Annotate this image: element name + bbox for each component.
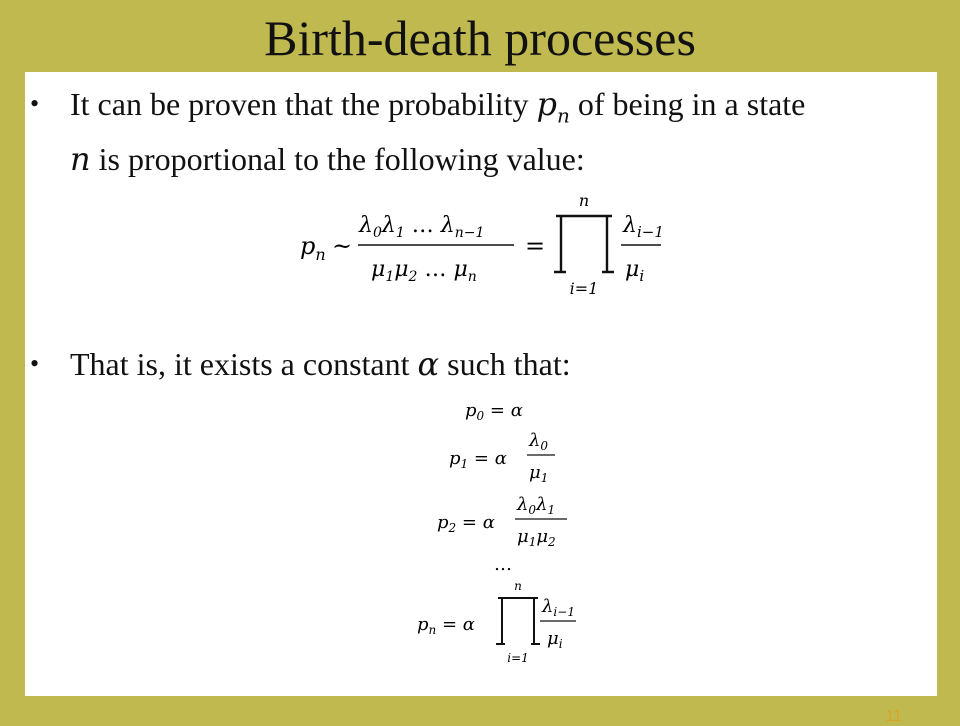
bullet-2-line-1 (70, 342, 930, 386)
eq-frac-den: $\mu_i$ (625, 257, 645, 285)
eq-p1-lhs: $p_1 = \alpha$ (449, 448, 507, 471)
slide-title: Birth-death processes (264, 10, 696, 66)
eq-p1-num: $\lambda_0$ (529, 430, 549, 453)
page-number: 11 (885, 708, 902, 725)
equation-list (25, 392, 937, 682)
eq-pn-lhs: $p_n = \alpha$ (417, 614, 475, 637)
bullet-1-var-pn: $p_n$ (536, 85, 570, 128)
eq-p2-num: $\lambda_0\lambda_1$ (517, 494, 556, 517)
eq-equals: = (525, 232, 546, 260)
bullet-dot: • (30, 349, 40, 378)
bullet-1-text-c: is proportional to the following value: (90, 141, 585, 178)
bullet-1-text-a: It can be proven that the probability (70, 86, 537, 122)
bullet-1-text-b: of being in a state (569, 86, 806, 122)
eq-prod-bottom: i=1 (569, 279, 599, 298)
eq-numerator: $\lambda_0\lambda_1$ … $\lambda_{n-1}$ (359, 213, 485, 241)
eq-p2-lhs: $p_2 = \alpha$ (437, 512, 495, 535)
eq-p0: $p_0 = \alpha$ (465, 400, 523, 423)
bullet-1-line-2 (70, 137, 930, 181)
eq-tilde: ~ (332, 232, 353, 260)
bullet-2-var-alpha: α (417, 345, 440, 383)
bullet-1 (30, 82, 930, 181)
eq-frac-num: $\lambda_{i-1}$ (623, 213, 664, 241)
eq-p1-den: $\mu_1$ (529, 462, 549, 485)
bullet-2 (30, 342, 930, 386)
bullet-dot: • (30, 89, 40, 118)
eq-pn-den: $\mu_i$ (547, 628, 563, 651)
bullet-1-line-1 (70, 82, 930, 137)
slide-content (25, 72, 937, 696)
product-icon (554, 216, 614, 272)
eq-prod-top: n (578, 191, 590, 210)
bullet-1-var-n: n (70, 140, 91, 179)
eq-ellipsis: … (494, 554, 512, 575)
eq-denominator: $\mu_1\mu_2$ … $\mu_n$ (371, 257, 477, 285)
bullet-2-text-a: That is, it exists a constant (70, 346, 418, 382)
main-equation (25, 184, 937, 324)
eq-pn-num: $\lambda_{i-1}$ (542, 596, 575, 619)
eq-pn-top: n (514, 579, 522, 593)
eq-lhs: $p_n$ (300, 232, 326, 264)
product-icon (496, 598, 540, 644)
bullet-2-text-b: such that: (439, 346, 571, 382)
eq-pn-bottom: i=1 (507, 651, 529, 665)
eq-p2-den: $\mu_1\mu_2$ (517, 526, 556, 549)
